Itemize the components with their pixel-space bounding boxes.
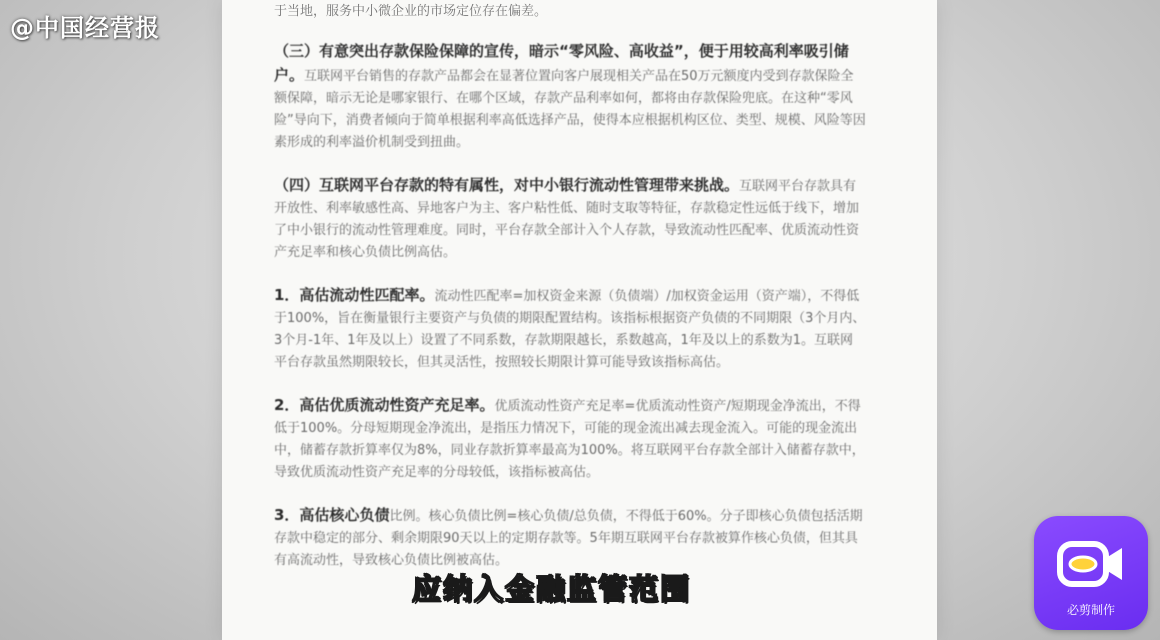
- section-heading: 3．高估核心负债: [274, 506, 390, 524]
- document-top-line: 于当地，服务中小微企业的市场定位存在偏差。: [274, 4, 548, 19]
- section-heading: （三）有意突出存款保险保障的宣传，暗示“零风险、高收益”，便于用较高利率吸引储户。: [274, 42, 849, 84]
- section-heading: 1．高估流动性匹配率。: [274, 286, 435, 304]
- section-body: 优质流动性资产充足率=优质流动性资产/短期现金净流出，不得低于100%。分母短期现金净流出，是指压力情况下，可能的现金流出减去现金流入。可能的现金流出中，储蓄存款折算率仅为8%，同业存款折算率最高为100%。将互联网平台存款全部计入储蓄存款中，导致优质流动性资产充足率的分母较低，该指标被高估。: [274, 399, 865, 480]
- section-body: 互联网平台销售的存款产品都会在显著位置向客户展现相关产品在50万元额度内受到存款保险全额保障，暗示无论是哪家银行、在哪个区域，存款产品利率如何，都将由存款保险兜底。在这种“零风险”导向下，消费者倾向于简单根据利率高低选择产品，使得本应根据机构区位、类型、规模、风险等因素形成的利率溢价机制受到扭曲。: [274, 69, 866, 150]
- item-3: [274, 504, 866, 572]
- watermark-text: @中国经营报: [10, 14, 160, 42]
- document-body: [274, 40, 866, 592]
- section-4: [274, 174, 866, 264]
- item-2: [274, 394, 866, 484]
- app-name: 必剪制作: [1066, 603, 1115, 617]
- video-subtitle: 应纳入金融监管范围: [412, 572, 692, 606]
- document-page: [222, 0, 937, 640]
- section-body: 比例。核心负债比例=核心负债/总负债，不得低于60%。分子即核心负债包括活期存款中稳定的部分、剩余期限90天以上的定期存款等。5年期互联网平台存款被算作核心负债，但其具有高流动性，导致核心负债比例被高估。: [274, 509, 863, 568]
- section-3: [274, 40, 866, 154]
- item-1: [274, 284, 866, 374]
- section-heading: 2．高估优质流动性资产充足率。: [274, 396, 495, 414]
- app-logo: [1034, 516, 1148, 630]
- section-body: 互联网平台存款具有开放性、利率敏感性高、异地客户为主、客户粘性低、随时支取等特征，存款稳定性远低于线下，增加了中小银行的流动性管理难度。同时，平台存款全部计入个人存款，导致流动性匹配率、优质流动性资产充足率和核心负债比例高估。: [274, 179, 860, 260]
- section-body: 流动性匹配率=加权资金来源（负债端）/加权资金运用（资产端），不得低于100%，旨在衡量银行主要资产与负债的期限配置结构。该指标根据资产负债的不同期限（3个月内、3个月-1年、1年及以上）设置了不同系数，存款期限越长，系数越高，1年及以上的系数为1。互联网平台存款虽然期限较长，但其灵活性，按照较长期限计算可能导致该指标高估。: [274, 289, 866, 370]
- section-heading: （四）互联网平台存款的特有属性，对中小银行流动性管理带来挑战。: [274, 176, 740, 194]
- camera-smile-icon: [1056, 534, 1126, 596]
